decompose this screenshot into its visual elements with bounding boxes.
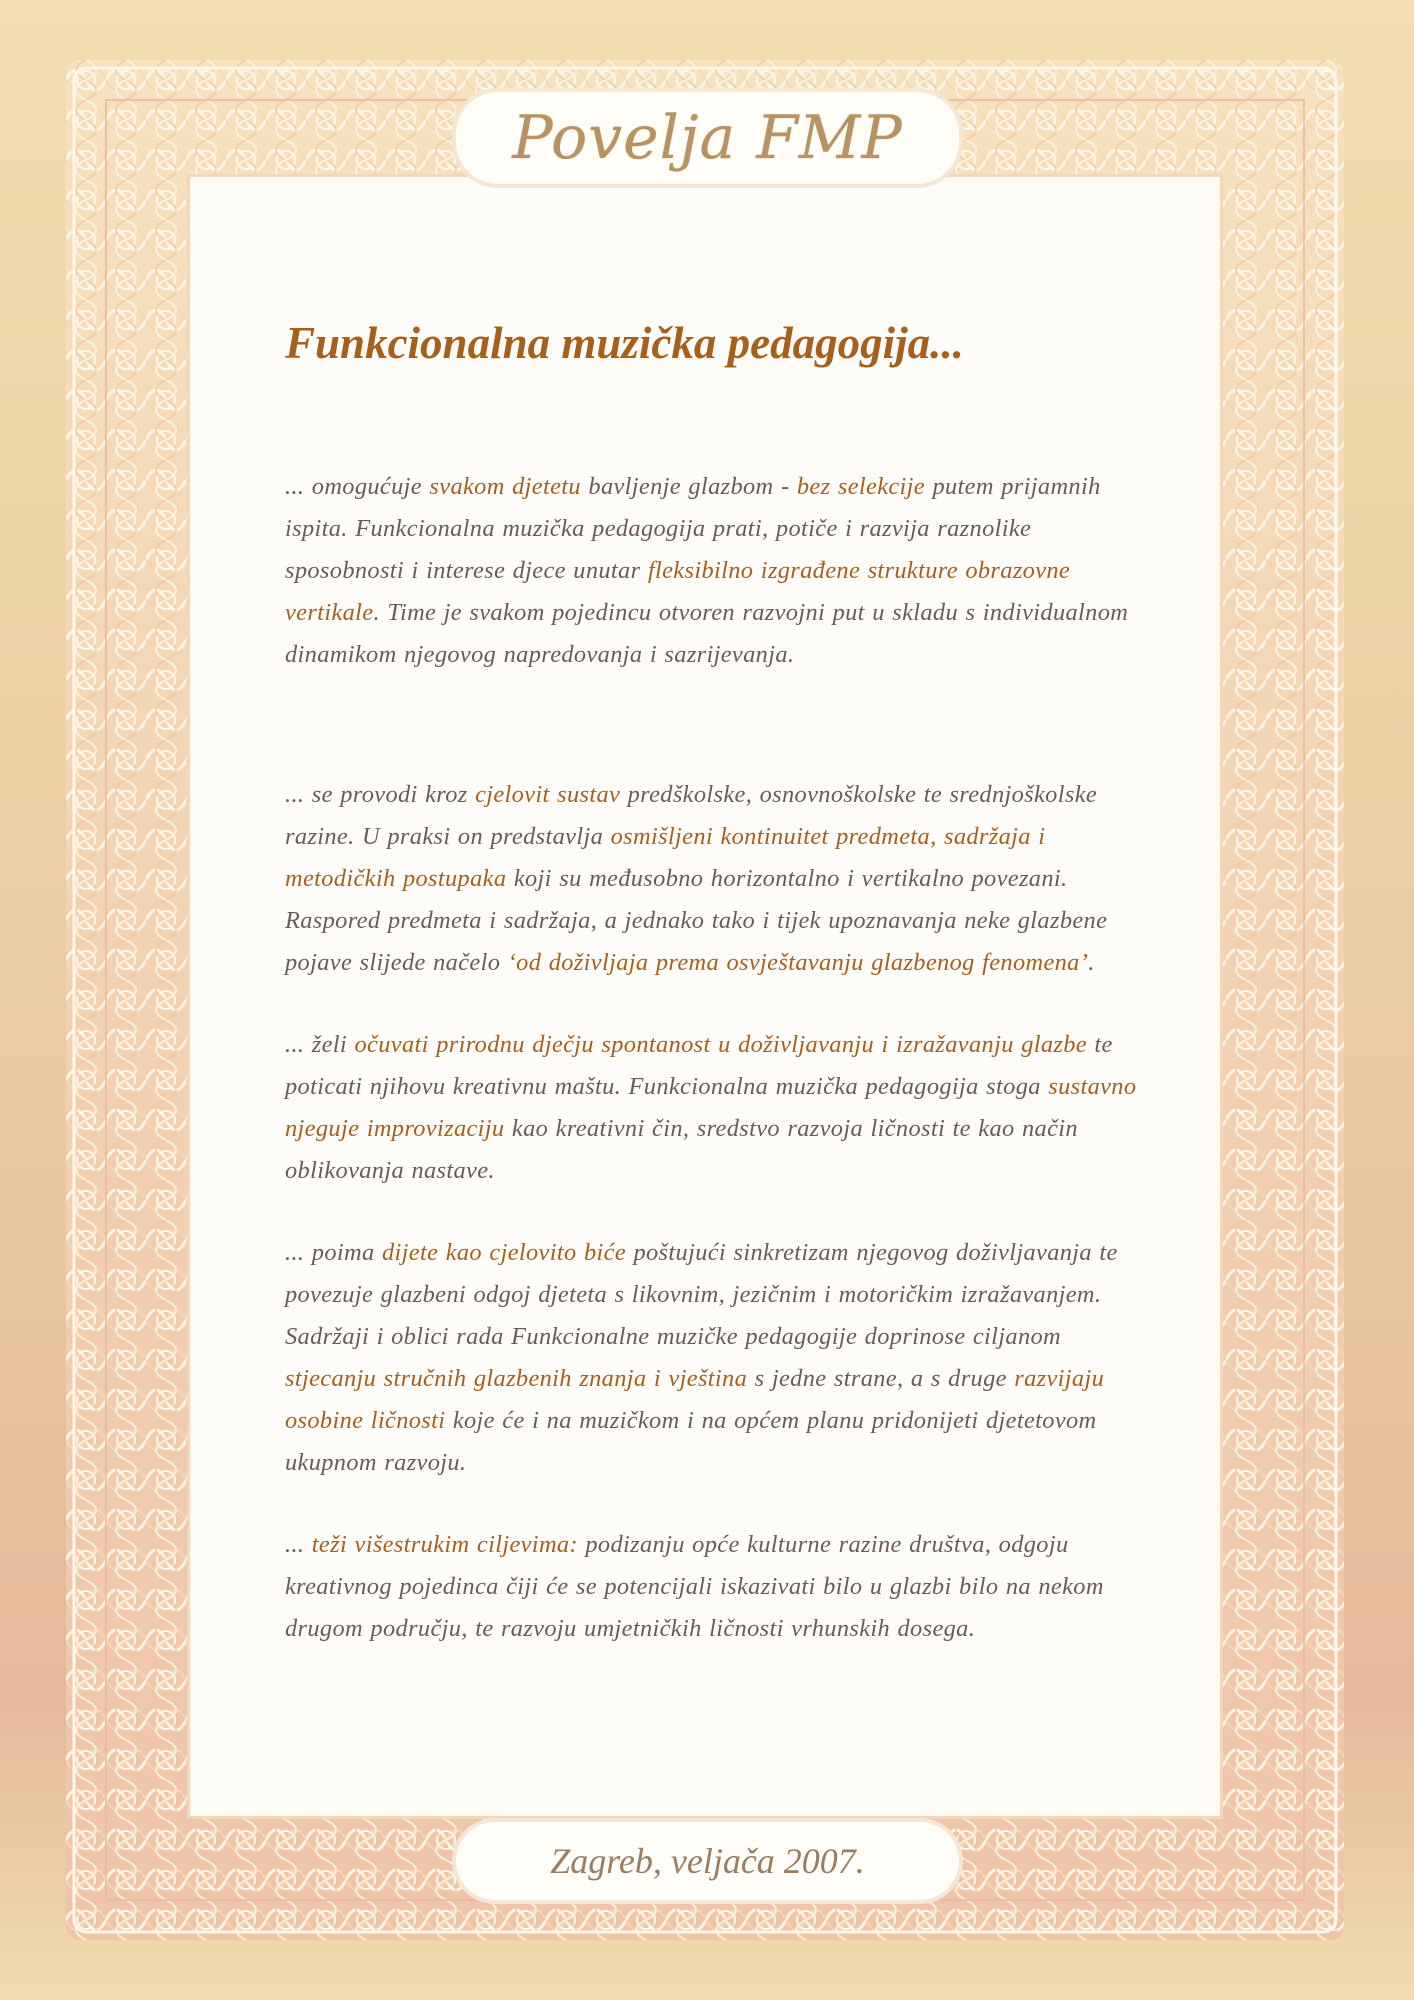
highlighted-phrase: razvijaju osobine ličnosti [285,1365,1105,1434]
text-segment: koje će i na muzičkom i na općem planu pridonijeti djetetovom ukupnom razvoju. [285,1407,1097,1476]
paragraph [285,1232,1145,1484]
text-segment: ... omogućuje [285,473,430,500]
text-segment: kao kreativni čin, sredstvo razvoja ličnosti te kao način oblikovanja nastave. [285,1115,1078,1184]
highlighted-phrase: očuvati prirodnu dječju spontanost u doživljavanju i izražavanju glazbe [354,1031,1087,1058]
paragraph [285,1024,1145,1192]
highlighted-phrase: dijete kao cjelovito biće [381,1239,627,1266]
text-segment: predškolske, osnovnoškolske te srednjoškolske razine. U praksi on predstavlja [285,781,1098,850]
text-segment: koji su međusobno horizontalno i vertikalno povezani. Raspored predmeta i sadržaja, a jednako tako i tijek upoznavanja neke glazbene pojave slijede načelo [285,865,1108,976]
text-segment: podizanju opće kulturne razine društva, odgoju kreativnog pojedinca čiji će se potencijali iskazivati bilo u glazbi bilo na nekom drugom području, te razvoju umjetničkih ličnosti vrhunskih dosega. [285,1531,1104,1642]
paragraph [285,466,1145,676]
title-plaque [456,92,959,184]
document-title: Povelja FMP [512,103,903,173]
text-segment: putem prijamnih ispita. Funkcionalna muzička pedagogija prati, potiče i razvija raznolike sposobnosti i interese djece unutar [285,473,1101,584]
text-segment: . [1088,949,1095,976]
text-segment: ... [285,1531,312,1558]
highlighted-phrase: teži višestrukim ciljevima: [311,1531,578,1558]
highlighted-phrase: osmišljeni kontinuitet predmeta, sadržaja i metodičkih postupaka [285,823,1046,892]
charter-heading: Funkcionalna muzička pedagogija... [285,318,964,368]
paragraph [285,1524,1145,1650]
text-segment: s jedne strane, a s druge [747,1365,1015,1392]
highlighted-phrase: fleksibilno izgrađene strukture obrazovne vertikale [285,557,1071,626]
text-segment: ... se provodi kroz [285,781,476,808]
highlighted-phrase: stjecanju stručnih glazbenih znanja i vještina [285,1365,748,1392]
text-segment: te poticati njihovu kreativnu maštu. Funkcionalna muzička pedagogija stoga [285,1031,1113,1100]
charter-content [285,300,1145,1650]
highlighted-phrase: cjelovit sustav [475,781,621,808]
date-plaque [456,1822,959,1900]
text-segment: bavljenje glazbom - [580,473,797,500]
highlighted-phrase: bez selekcije [796,473,925,500]
highlighted-phrase: svakom djetetu [429,473,581,500]
highlighted-phrase: sustavno njeguje improvizaciju [285,1073,1137,1142]
text-segment: ... poima [285,1239,382,1266]
text-segment: . Time je svakom pojedincu otvoren razvojni put u skladu s individualnom dinamikom njegovog napredovanja i sazrijevanja. [285,599,1129,668]
paragraph [285,774,1145,984]
highlighted-phrase: ‘od doživljaja prema osvještavanju glazbenog fenomena’ [507,949,1089,976]
place-date: Zagreb, veljača 2007. [550,1841,865,1881]
text-segment: ... želi [285,1031,355,1058]
text-segment: poštujući sinkretizam njegovog doživljavanja te povezuje glazbeni odgoj djeteta s likovnim, jezičnim i motoričkim izražavanjem. Sadržaji i oblici rada Funkcionalne muzičke pedagogije doprinose ciljanom [285,1239,1118,1350]
